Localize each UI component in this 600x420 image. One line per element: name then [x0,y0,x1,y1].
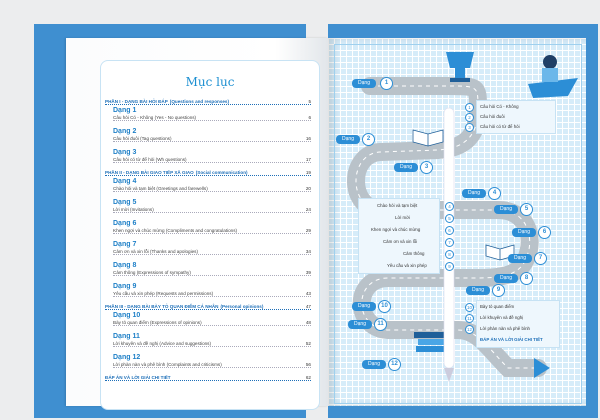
roadmap-item: Lời khuyên và đề nghị [480,315,524,320]
toc-item-title: Cảm thông (Expressions of sympathy) [113,270,191,275]
item-number: 4 [445,202,454,211]
road-number: 5 [520,203,533,216]
roadmap-item: Chào hỏi và tạm biệt [377,203,418,208]
toc-page-number: 56 [305,362,311,367]
toc-item-title: Khen ngợi và chúc mừng (Compliments and congratulations) [113,228,238,233]
dang-badge: Dạng [362,360,386,369]
toc-frame [100,60,320,410]
toc-section [105,99,311,105]
item-number: 6 [445,226,454,235]
toc-dang-heading: Dạng 10 [113,312,141,319]
roadmap-item: Câu hỏi đuôi [480,114,505,119]
road-number: 12 [388,358,401,371]
toc-page-number: 29 [305,228,311,233]
toc-section [105,375,311,381]
item-number: 8 [445,250,454,259]
dang-badge: Dạng [494,274,518,283]
dang-badge: Dạng [352,302,376,311]
road-number: 6 [538,226,551,239]
toc-page-number: 43 [305,291,311,296]
toc-section-title: ĐÁP ÁN VÀ LỜI GIẢI CHI TIẾT [105,375,171,380]
reader-icon [528,55,578,98]
toc-section-subtitle: (Questions and responses) [169,99,230,104]
toc-item [113,157,311,163]
dang-badge: Dạng [336,135,360,144]
toc-dang-heading: Dạng 12 [113,354,141,361]
item-number: 10 [466,305,472,310]
toc-dang-heading: Dạng 5 [113,199,137,206]
item-number: 2 [465,113,474,122]
roadmap-page [328,38,586,406]
toc-page-number: 52 [305,341,311,346]
toc-dang-heading: Dạng 2 [113,128,137,135]
toc-item [113,291,311,297]
toc-section [105,170,311,176]
toc-dang-heading: Dạng 4 [113,178,137,185]
toc-section-subtitle: (Social communication) [195,170,248,175]
roadmap-item: Cảm thông [403,251,425,256]
dang-badge: Dạng [348,320,372,329]
toc-item-title: Câu hỏi đuôi (Tag questions) [113,136,172,141]
roadmap-item: Khen ngợi và chúc mừng [371,227,421,232]
road-number: 3 [420,161,433,174]
roadmap-item: Yêu cầu và xin phép [387,263,427,268]
toc-page-number: 19 [305,170,311,175]
toc-item-title: Câu hỏi Có - Không (Yes - No questions) [113,115,197,120]
toc-item [113,249,311,255]
toc-dang-heading: Dạng 9 [113,283,137,290]
toc-item [113,136,311,142]
road-number: 8 [520,272,533,285]
toc-dang-heading: Dạng 6 [113,220,137,227]
road-number: 10 [378,300,391,313]
toc-item-title: Chào hỏi và tạm biệt (Greetings and farewells) [113,186,208,191]
toc-section [105,304,311,310]
toc-section-title: PHẦN I - DẠNG BÀI HỎI ĐÁP [105,99,168,104]
group1-panel [468,100,556,134]
group2-panel [358,198,451,274]
toc-item-title: Bày tỏ quan điểm (Expressions of opinions) [113,320,202,325]
dang-badge: Dạng [394,163,418,172]
road-number: 2 [362,133,375,146]
toc-page-number: 62 [305,375,311,380]
toc-title: Mục lục [185,75,235,89]
roadmap-item-answers: ĐÁP ÁN VÀ LỜI GIẢI CHI TIẾT [480,337,543,342]
road-number: 4 [488,187,501,200]
toc-item [113,186,311,192]
toc-dang-heading: Dạng 7 [113,241,137,248]
toc-page-number: 34 [305,249,311,254]
roadmap-item: Câu hỏi có từ để hỏi [480,124,520,129]
toc-section-subtitle: (Personal opinions) [220,304,264,309]
toc-section-title: PHẦN II - DẠNG BÀI GIAO TIẾP XÃ GIAO [105,170,194,175]
open-book [28,18,588,416]
item-number: 11 [465,314,474,323]
dang-badge: Dạng [494,205,518,214]
dang-badge: Dạng [508,254,532,263]
roadmap-item: Lời mời [395,215,411,220]
item-number: 5 [445,214,454,223]
toc-item [113,228,311,234]
toc-page-number: 6 [308,115,311,120]
toc-item [113,270,311,276]
dang-badge: Dạng [352,79,376,88]
book-stack-icon [414,332,446,352]
item-number: 1 [465,103,474,112]
roadmap-item: Cảm ơn và xin lỗi [383,239,418,244]
toc-page-number: 20 [305,186,311,191]
road-number: 11 [374,318,387,331]
toc-page [66,38,328,406]
road-number: 7 [534,252,547,265]
toc-item-title: Lời khuyên và đề nghị (Advice and suggestions) [113,341,212,346]
toc-item-title: Lời mời (Invitations) [113,207,154,212]
toc-item [113,115,311,121]
toc-page-number: 39 [305,270,311,275]
toc-page-number: 48 [305,320,311,325]
item-number: 7 [445,238,454,247]
toc-page-number: 17 [305,157,311,162]
toc-page-number: 16 [305,136,311,141]
roadmap-item: Bày tỏ quan điểm [480,304,515,309]
dang-badge: Dạng [462,189,486,198]
roadmap-item: Câu hỏi Có - Không [480,104,519,109]
item-number: 9 [445,262,454,271]
group3-panel [466,300,560,348]
toc-dang-heading: Dạng 11 [113,333,140,340]
toc-section-title: PHẦN III - DẠNG BÀI BÀY TỎ QUAN ĐIỂM CÁ NHÂN [105,304,219,309]
toc-item-title: Lời phàn nàn và phê bình (Complaints and criticisms) [113,362,222,367]
toc-item [113,207,311,213]
toc-dang-heading: Dạng 1 [113,107,137,114]
road-number: 9 [492,284,505,297]
toc-page-number: 5 [308,99,311,104]
toc-item-title: Cảm ơn và xin lỗi (Thanks and apologies) [113,249,198,254]
road-number: 1 [380,77,393,90]
open-book-icon [413,130,443,146]
toc-page-number: 24 [305,207,311,212]
toc-item-title: Câu hỏi có từ để hỏi (Wh questions) [113,157,187,162]
toc-item [113,341,311,347]
toc-dang-heading: Dạng 8 [113,262,137,269]
toc-page-number: 47 [305,304,311,309]
roadmap-item: Lời phàn nàn và phê bình [480,326,530,331]
item-number: 3 [465,123,474,132]
toc-item-title: Yêu cầu và xin phép (Requests and permissions) [113,291,214,296]
toc-item [113,362,311,368]
dang-badge: Dạng [466,286,490,295]
toc-dang-heading: Dạng 3 [113,149,137,156]
toc-item [113,320,311,326]
item-number: 12 [466,327,472,332]
dang-badge: Dạng [512,228,536,237]
